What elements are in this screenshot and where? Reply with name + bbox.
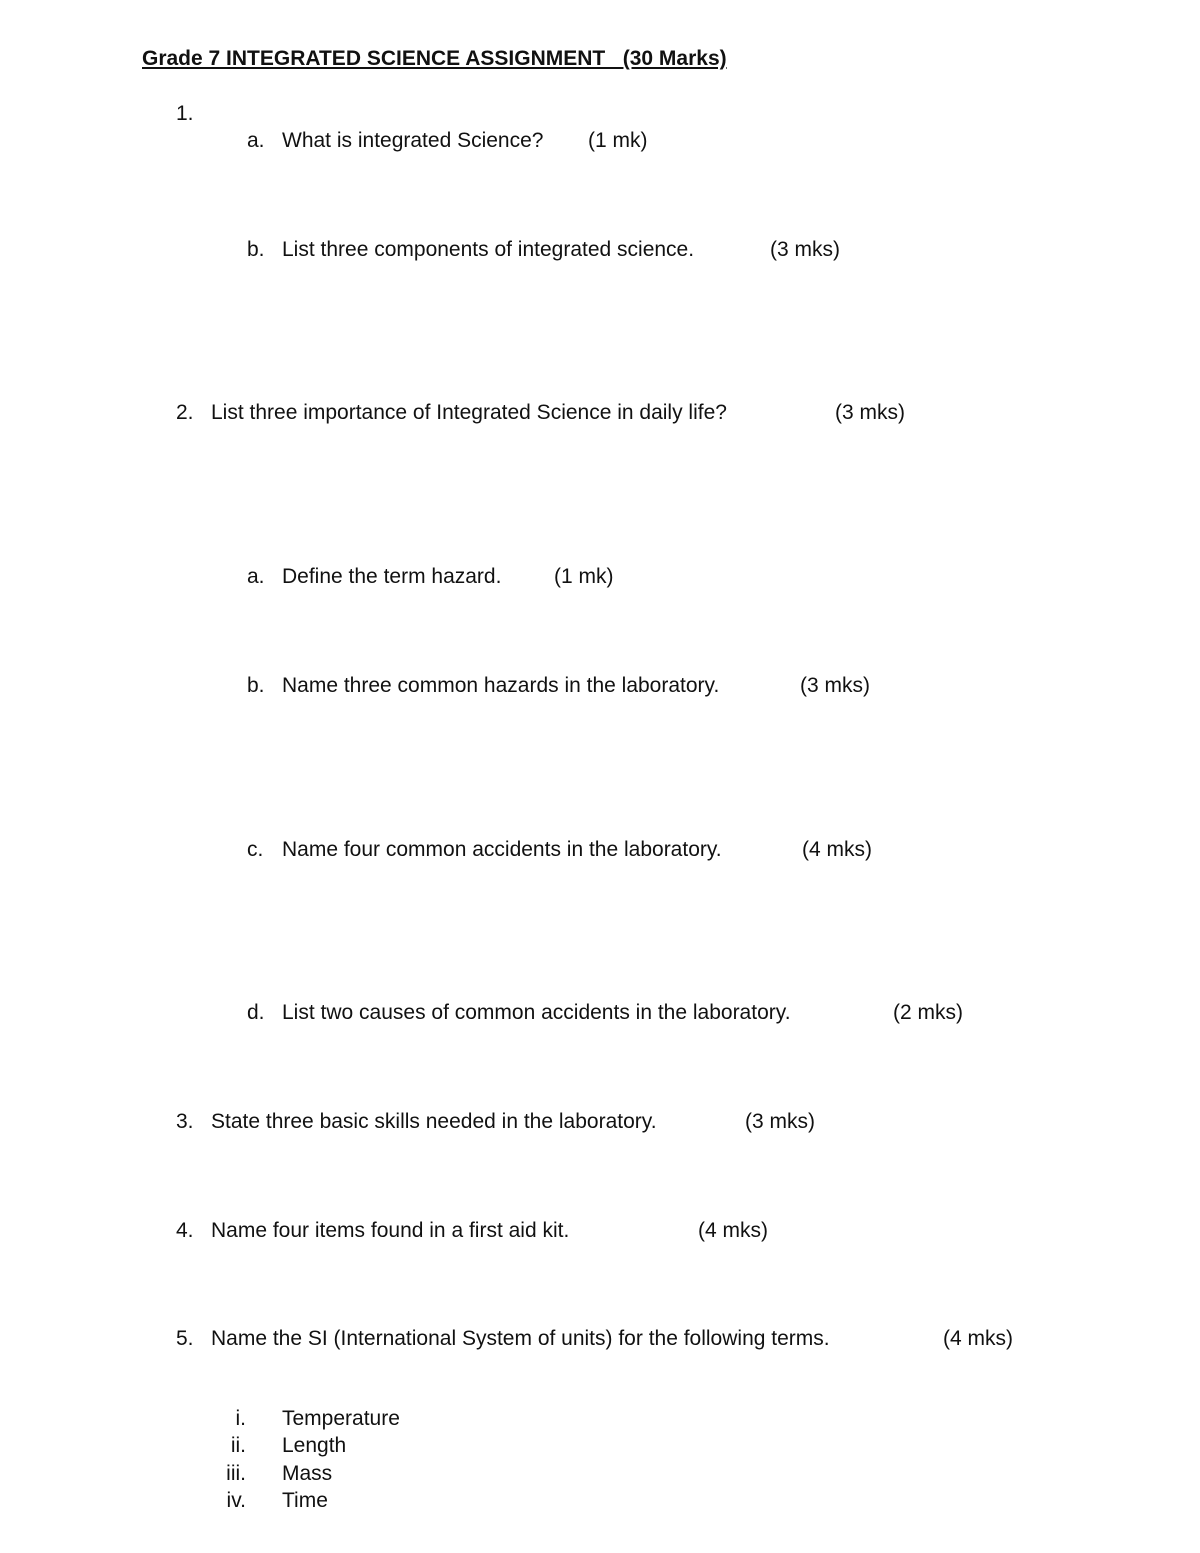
question-1-number: 1. bbox=[176, 102, 194, 125]
question-2a-label: a. bbox=[247, 565, 265, 588]
question-3-marks: (3 mks) bbox=[745, 1110, 815, 1133]
list-item-text: Temperature bbox=[282, 1407, 400, 1430]
question-5-text: Name the SI (International System of units) for the following terms. bbox=[211, 1327, 830, 1350]
question-4-marks: (4 mks) bbox=[698, 1219, 768, 1242]
question-1b-marks: (3 mks) bbox=[770, 238, 840, 261]
question-5-number: 5. bbox=[176, 1327, 194, 1350]
question-2-text: List three importance of Integrated Science in daily life? bbox=[211, 401, 727, 424]
question-4-number: 4. bbox=[176, 1219, 194, 1242]
question-1a-text: What is integrated Science? bbox=[282, 129, 544, 152]
question-2b-marks: (3 mks) bbox=[800, 674, 870, 697]
question-5-marks: (4 mks) bbox=[943, 1327, 1013, 1350]
list-item-text: Length bbox=[282, 1434, 347, 1457]
list-item-text: Time bbox=[282, 1489, 328, 1512]
question-2-number: 2. bbox=[176, 401, 194, 424]
list-item-label: iv. bbox=[226, 1489, 246, 1512]
question-2d-text: List two causes of common accidents in the laboratory. bbox=[282, 1001, 791, 1024]
question-2b-label: b. bbox=[247, 674, 265, 697]
page-title: Grade 7 INTEGRATED SCIENCE ASSIGNMENT (30 Marks) bbox=[142, 47, 727, 70]
question-3-number: 3. bbox=[176, 1110, 194, 1133]
question-2a-text: Define the term hazard. bbox=[282, 565, 502, 588]
question-2c-label: c. bbox=[247, 838, 264, 861]
list-item-label: i. bbox=[235, 1407, 246, 1430]
question-3-text: State three basic skills needed in the laboratory. bbox=[211, 1110, 657, 1133]
question-4-text: Name four items found in a first aid kit. bbox=[211, 1219, 570, 1242]
list-item-text: Mass bbox=[282, 1462, 333, 1485]
question-1b-label: b. bbox=[247, 238, 265, 261]
question-2c-text: Name four common accidents in the laboratory. bbox=[282, 838, 722, 861]
question-2d-marks: (2 mks) bbox=[893, 1001, 963, 1024]
question-2a-marks: (1 mk) bbox=[554, 565, 614, 588]
list-item-label: iii. bbox=[226, 1462, 246, 1485]
question-2d-label: d. bbox=[247, 1001, 265, 1024]
question-2b-text: Name three common hazards in the laboratory. bbox=[282, 674, 720, 697]
question-1b-text: List three components of integrated science. bbox=[282, 238, 695, 261]
question-1a-label: a. bbox=[247, 129, 265, 152]
list-item-label: ii. bbox=[230, 1434, 246, 1457]
question-2c-marks: (4 mks) bbox=[802, 838, 872, 861]
question-1a-marks: (1 mk) bbox=[588, 129, 648, 152]
question-2-marks: (3 mks) bbox=[835, 401, 905, 424]
